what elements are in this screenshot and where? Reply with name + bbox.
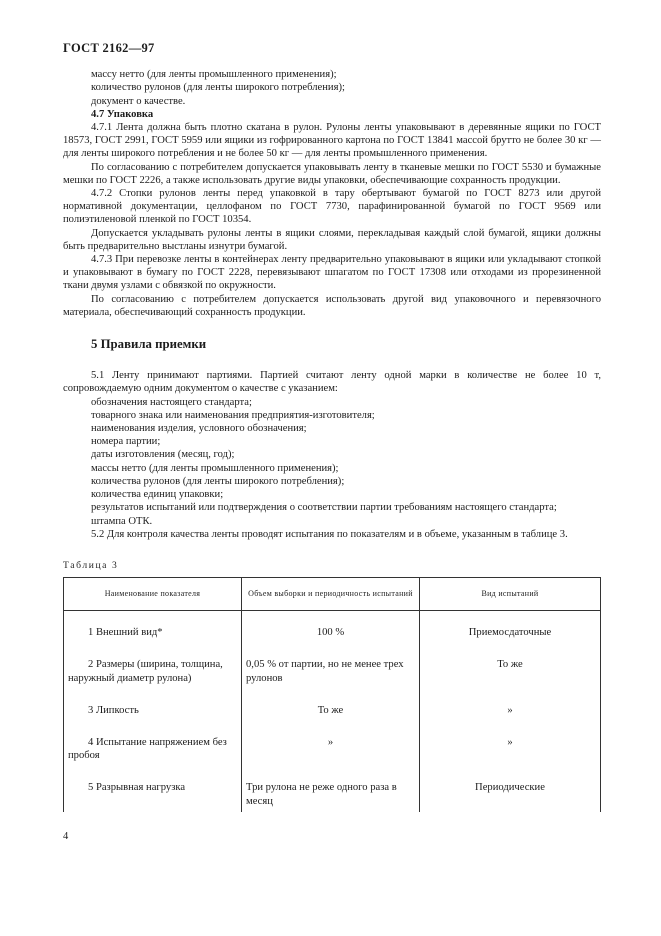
list-item: даты изготовления (месяц, год);	[91, 449, 235, 461]
table-row	[64, 766, 601, 811]
cell-sample-size: То же	[317, 704, 344, 716]
cell-sample-size: »	[327, 736, 334, 748]
paragraph-4-7-2: 4.7.2 Стопки рулонов ленты перед упаковкой в тару обертывают бумагой по ГОСТ 8273 или другой нормативной документации, целлофаном по ГОСТ 7730, парафинированной бумагой по ГОСТ 9569 или полиэтиленовой пленкой по ГОСТ 10354.	[63, 188, 601, 226]
list-item: массы нетто (для ленты промышленного применения);	[91, 462, 339, 474]
document-header: ГОСТ 2162—97	[63, 41, 155, 55]
header-indicator: Наименование показателя	[64, 578, 242, 611]
cell-test-type: Приемосдаточные	[468, 627, 552, 639]
list-item: номера партии;	[91, 436, 161, 448]
cell-indicator: 4 Испытание напряжением без пробоя	[68, 736, 227, 762]
cell-indicator: 5 Разрывная нагрузка	[88, 782, 186, 794]
cell-test-type: Периодические	[475, 782, 545, 794]
top-list-item: документ о качестве.	[91, 95, 186, 107]
cell-sample-size: 0,05 % от партии, но не менее трех рулонов	[246, 659, 404, 684]
list-item: наименования изделия, условного обозначения;	[91, 423, 307, 435]
paragraph-4-7-3-b: По согласованию с потребителем допускается использовать другой вид упаковочного и перевязочного материала, обеспечивающий сохранность продукции.	[63, 293, 601, 318]
paragraph-4-7-1-b: По согласованию с потребителем допускается упаковывать ленту в тканевые мешки по ГОСТ 5530 и бумажные мешки по ГОСТ 2226, а также использовать другие виды упаковки, обеспечивающие сохранность продукции.	[63, 161, 601, 186]
table-row	[64, 689, 601, 721]
table-row	[64, 643, 601, 688]
document-page	[63, 42, 601, 812]
section-4-7-title: 4.7 Упаковка	[91, 108, 154, 120]
cell-sample-size: 100 %	[316, 627, 345, 639]
page-number: 4	[63, 831, 69, 842]
table-3	[63, 577, 601, 812]
section-5-title: 5 Правила приемки	[91, 337, 207, 352]
list-item: обозначения настоящего стандарта;	[91, 396, 252, 408]
table-header-row	[64, 578, 601, 611]
paragraph-5-2: 5.2 Для контроля качества ленты проводят испытания по показателям и в объеме, указанным в таблице 3.	[91, 528, 568, 540]
paragraph-4-7-2-b: Допускается укладывать рулоны ленты в ящики слоями, перекладывая каждый слой бумагой, ящики должны быть предварительно выстланы изнутри бумагой.	[63, 227, 601, 252]
cell-indicator: 2 Размеры (ширина, толщина, наружный диаметр рулона)	[68, 659, 223, 684]
paragraph-5-1: 5.1 Ленту принимают партиями. Партией считают ленту одной марки в количестве не более 10 т, сопровождаемую одним документом о качестве с указанием:	[63, 370, 601, 395]
paragraph-4-7-1: 4.7.1 Лента должна быть плотно скатана в рулон. Рулоны ленты упаковывают в деревянные ящики по ГОСТ 18573, ГОСТ 2991, ГОСТ 5959 или ящики из гофрированного картона по ГОСТ 13841 массой брутто не более 30 кг — для ленты широкого потребления и не более 50 кг — для ленты промышленного применения.	[63, 122, 601, 160]
cell-sample-size: Три рулона не реже одного раза в месяц	[246, 782, 397, 807]
cell-indicator: 3 Липкость	[88, 704, 139, 716]
list-item: товарного знака или наименования предприятия-изготовителя;	[91, 409, 375, 421]
list-item: штампа ОТК.	[91, 515, 153, 527]
cell-test-type: То же	[497, 659, 523, 671]
top-list-item: массу нетто (для ленты промышленного применения);	[91, 69, 337, 81]
cell-test-type: »	[507, 704, 513, 716]
cell-test-type: »	[507, 736, 513, 748]
list-item: количества единиц упаковки;	[91, 489, 224, 501]
list-item: результатов испытаний или подтверждения о соответствии партии требованиям настоящего стандарта;	[91, 502, 557, 514]
table-caption: Таблица 3	[63, 559, 119, 571]
header-sample-size: Объем выборки и периодичность испытаний	[242, 578, 420, 611]
list-item: количества рулонов (для ленты широкого потребления);	[91, 475, 345, 487]
paragraph-4-7-3: 4.7.3 При перевозке ленты в контейнерах ленту предварительно упаковывают в ящики или укладывают стопкой и упаковывают в бумагу по ГОСТ 2228, перевязывают шпагатом по ГОСТ 17308 или отходами из прорезиненной ткани двумя узлами с обвязкой по окружности.	[63, 254, 601, 292]
table-row	[64, 721, 601, 766]
cell-indicator: 1 Внешний вид*	[88, 627, 163, 639]
table-row	[64, 611, 601, 644]
header-test-type: Вид испытаний	[420, 578, 601, 611]
top-list-item: количество рулонов (для ленты широкого потребления);	[91, 82, 345, 94]
